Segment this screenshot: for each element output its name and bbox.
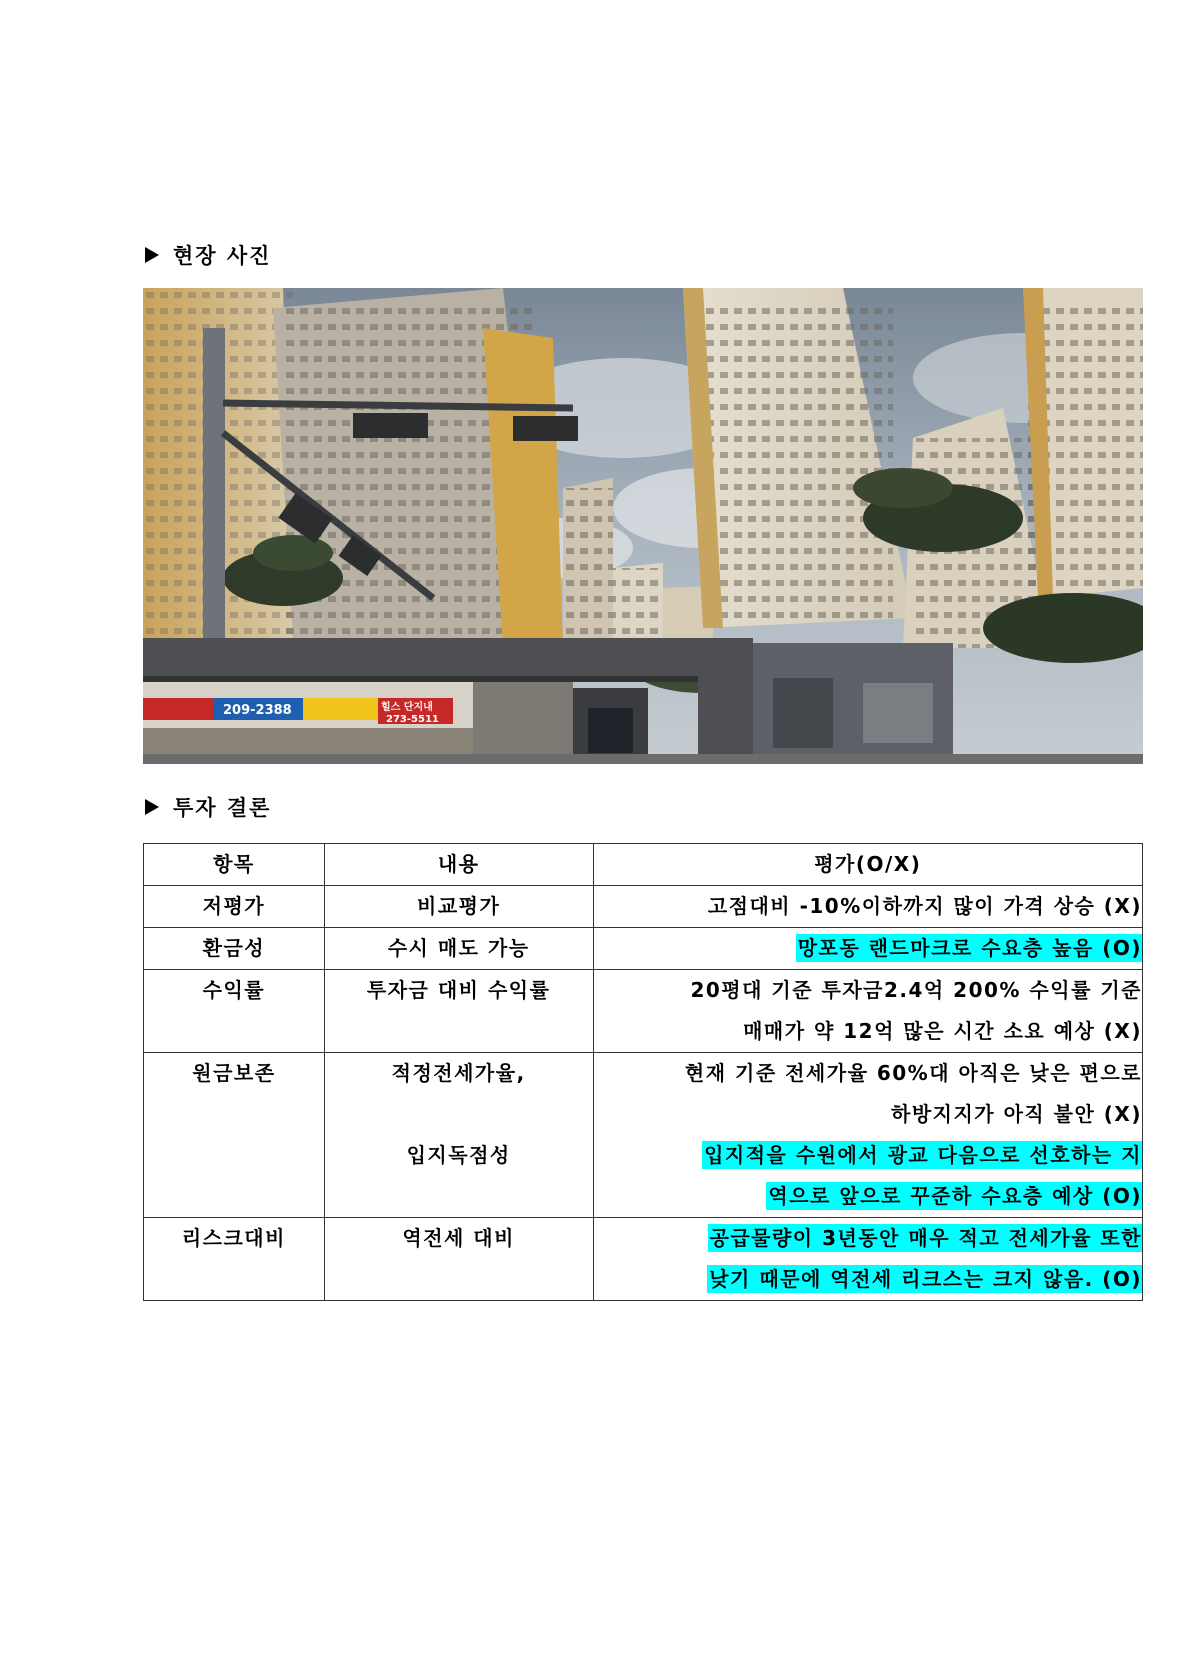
row-evaluation xyxy=(593,970,1142,1053)
investment-conclusion-table xyxy=(143,843,1143,1301)
content-line: 적정전세가율, xyxy=(391,1061,526,1085)
photo-section-title: 현장 사진 xyxy=(173,244,272,268)
content-line: 입지독점성 xyxy=(406,1143,511,1167)
evaluation-line: 현재 기준 전세가율 60%대 아직은 낮은 편으로 xyxy=(684,1061,1142,1085)
row-item: 리스크대비 xyxy=(144,1218,325,1301)
evaluation-line-highlighted: 역으로 앞으로 꾸준하 수요층 예상 (O) xyxy=(768,1184,1142,1208)
table-row xyxy=(144,970,1143,1053)
row-content: 비교평가 xyxy=(324,886,593,928)
evaluation-line-highlighted: 공급물량이 3년동안 매우 적고 전세가율 또한 xyxy=(709,1226,1142,1250)
conclusion-section-title: 투자 결론 xyxy=(173,796,272,820)
triangle-bullet-icon xyxy=(145,247,159,263)
evaluation-line: 매매가 약 12억 많은 시간 소요 예상 (X) xyxy=(743,1019,1142,1043)
header-content: 내용 xyxy=(324,844,593,886)
evaluation-line-highlighted: 입지적을 수원에서 광교 다음으로 선호하는 지 xyxy=(704,1143,1142,1167)
shop-sign-1: 209-2388 xyxy=(223,703,292,718)
table-row xyxy=(144,928,1143,970)
header-item: 항목 xyxy=(144,844,325,886)
site-photo xyxy=(143,288,1143,764)
table-row xyxy=(144,1218,1143,1301)
table-row xyxy=(144,1053,1143,1218)
header-evaluation: 평가(O/X) xyxy=(593,844,1142,886)
triangle-bullet-icon xyxy=(145,799,159,815)
row-evaluation xyxy=(593,886,1142,928)
table-header-row xyxy=(144,844,1143,886)
row-item: 원금보존 xyxy=(144,1053,325,1218)
row-content: 수시 매도 가능 xyxy=(324,928,593,970)
shop-sign-2: 힐스 단지내 xyxy=(381,702,433,713)
row-content: 역전세 대비 xyxy=(324,1218,593,1301)
photo-section-heading xyxy=(145,240,271,270)
evaluation-line-highlighted: 망포동 랜드마크로 수요층 높음 (O) xyxy=(797,936,1142,960)
evaluation-line-highlighted: 낮기 때문에 역전세 리크스는 크지 않음. (O) xyxy=(709,1267,1142,1291)
evaluation-line: 하방지지가 아직 불안 (X) xyxy=(891,1102,1142,1126)
row-evaluation xyxy=(593,1218,1142,1301)
shop-sign-3: 273-5511 xyxy=(386,714,439,725)
row-content xyxy=(324,1053,593,1218)
evaluation-line: 고점대비 -10%이하까지 많이 가격 상승 (X) xyxy=(707,894,1142,918)
row-evaluation xyxy=(593,1053,1142,1218)
evaluation-line: 20평대 기준 투자금2.4억 200% 수익률 기준 xyxy=(690,978,1142,1002)
row-item: 저평가 xyxy=(144,886,325,928)
table-row xyxy=(144,886,1143,928)
row-content: 투자금 대비 수익률 xyxy=(324,970,593,1053)
row-evaluation xyxy=(593,928,1142,970)
row-item: 환금성 xyxy=(144,928,325,970)
conclusion-section-heading xyxy=(145,792,271,822)
row-item: 수익률 xyxy=(144,970,325,1053)
